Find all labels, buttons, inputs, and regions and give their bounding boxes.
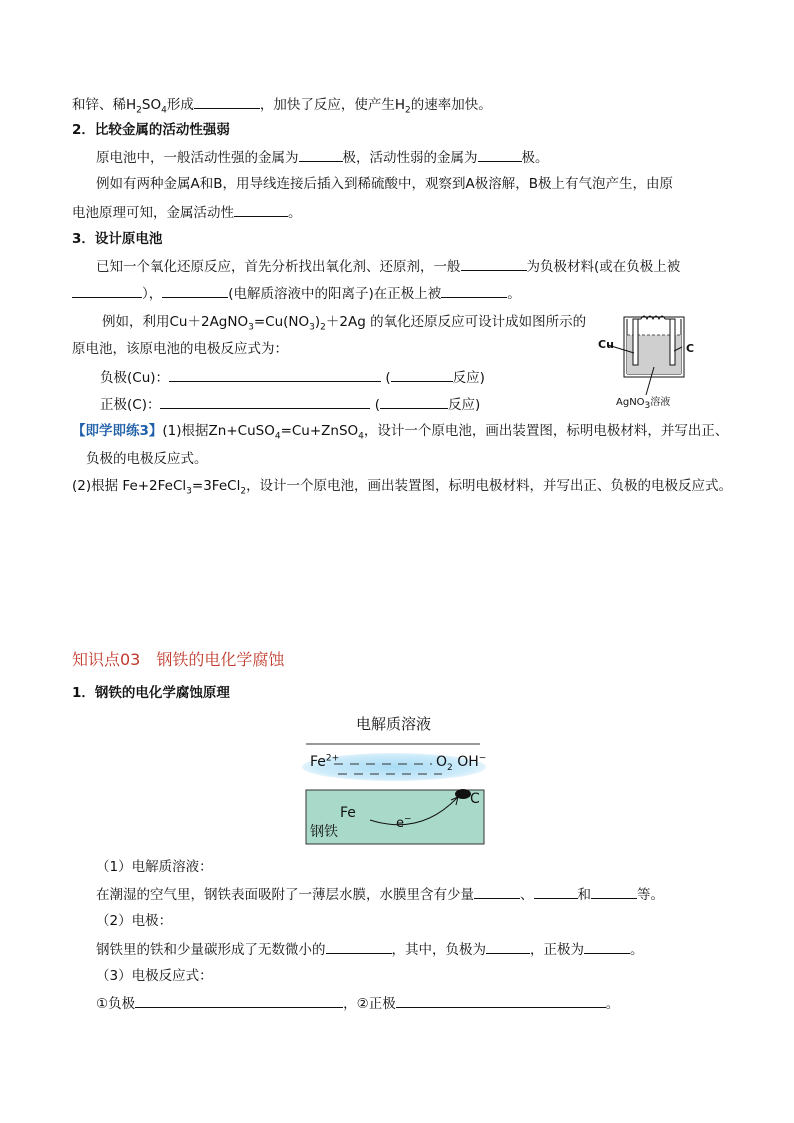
s2-line-1 — [96, 148, 549, 167]
text: 的速率加快。 — [410, 97, 492, 113]
text: AgNO — [616, 397, 645, 408]
text: ，正极为 — [530, 942, 584, 958]
q2-heading: （2）电极： — [96, 913, 173, 929]
text: SO — [141, 97, 162, 113]
s2-line-3 — [72, 203, 302, 222]
practice-tag: 【即学即练3】 — [72, 423, 163, 439]
text: ＋2Ag 的氧化还原反应可设计成如图所示的 — [325, 314, 587, 330]
electron-label — [396, 815, 412, 833]
answer-blank[interactable] — [169, 368, 381, 382]
text: 形成 — [166, 97, 194, 113]
subscript: 2 — [447, 762, 453, 773]
steel-label: 钢铁 — [310, 824, 338, 840]
text: 已知一个氧化还原反应，首先分析找出氧化剂、还原剂，一般 — [96, 259, 461, 275]
section-title-k03: 知识点03 钢铁的电化学腐蚀 — [72, 650, 285, 669]
fe-label: Fe — [340, 805, 356, 821]
negative-electrode-line — [100, 368, 485, 387]
subscript: 2 — [320, 322, 326, 333]
subscript: 4 — [274, 431, 281, 442]
superscript: − — [478, 753, 487, 764]
answer-blank[interactable] — [584, 940, 630, 954]
text: ①负极 — [96, 996, 136, 1012]
positive-electrode-line — [100, 395, 480, 414]
answer-blank[interactable] — [534, 885, 578, 899]
answer-blank[interactable] — [396, 994, 606, 1008]
text: 极。 — [521, 150, 549, 166]
text: (电解质溶液中的阳离子)在正极上被 — [228, 286, 442, 302]
text: 、 — [520, 887, 534, 903]
beaker-figure — [596, 305, 706, 413]
text: e — [396, 816, 404, 831]
text: 负极(Cu)： — [100, 370, 170, 386]
text: 反应) — [448, 397, 481, 413]
answer-blank[interactable] — [326, 940, 392, 954]
q3-line — [96, 994, 619, 1013]
solution-label — [616, 394, 670, 412]
answer-blank[interactable] — [441, 284, 507, 298]
answer-blank[interactable] — [194, 95, 260, 109]
text: 等。 — [637, 887, 664, 903]
s3-line-1 — [96, 257, 680, 276]
subscript: 2 — [136, 105, 142, 116]
answer-blank[interactable] — [478, 148, 522, 162]
intro-line — [72, 95, 492, 114]
fe2-label — [310, 753, 339, 771]
answer-blank[interactable] — [162, 284, 228, 298]
answer-blank[interactable] — [299, 148, 343, 162]
answer-blank[interactable] — [474, 885, 520, 899]
text: =3FeCl — [191, 478, 241, 494]
superscript: 2+ — [325, 753, 340, 764]
c-label: C — [470, 791, 480, 807]
text: 。 — [507, 286, 521, 302]
practice-line-1 — [72, 422, 728, 440]
text: =Cu(NO — [253, 314, 310, 330]
answer-blank[interactable] — [160, 395, 370, 409]
text: ( — [385, 370, 391, 386]
text: ，②正极 — [343, 996, 396, 1012]
practice-line-3 — [72, 477, 732, 495]
subscript: 3 — [309, 322, 315, 333]
answer-blank[interactable] — [486, 940, 530, 954]
s3-line-3 — [102, 313, 586, 331]
text: =Cu+ZnSO — [280, 423, 359, 439]
answer-blank[interactable] — [380, 395, 448, 409]
text: 和锌、稀H — [72, 97, 137, 113]
answer-blank[interactable] — [591, 885, 637, 899]
text: ，加快了反应，使产生H — [259, 97, 405, 113]
q3-heading: （3）电极反应式： — [96, 968, 213, 984]
text: OH — [457, 754, 479, 770]
text: ，设计一个原电池，画出装置图，标明电极材料，并写出正、负极的电极反应式。 — [246, 478, 733, 494]
corrosion-figure — [300, 712, 490, 848]
text: 。 — [288, 205, 302, 221]
subscript: 2 — [240, 486, 247, 497]
text: 为负极材料(或在负极上被 — [526, 259, 681, 275]
o2-oh-label — [436, 753, 486, 771]
cu-electrode — [633, 319, 638, 365]
text: 正极(C)： — [100, 397, 161, 413]
text: O — [436, 754, 448, 770]
answer-blank[interactable] — [461, 257, 527, 271]
text: ( — [374, 397, 381, 413]
text: (2)根据 Fe+2FeCl — [72, 478, 187, 494]
subscript: 4 — [161, 105, 167, 116]
text: ，其中，负极为 — [391, 942, 486, 958]
k03-subtitle: 1．钢铁的电化学腐蚀原理 — [72, 685, 230, 701]
text: 钢铁里的铁和少量碳形成了无数微小的 — [96, 942, 326, 958]
c-electrode — [670, 319, 675, 365]
text: ，设计一个原电池，画出装置图，标明电极材料，并写出正、 — [363, 423, 729, 439]
text: (1)根据Zn+CuSO — [162, 423, 275, 439]
answer-blank[interactable] — [72, 284, 142, 298]
subscript: 4 — [358, 431, 364, 442]
text: 。 — [605, 996, 620, 1012]
section-2-title: 2．比较金属的活动性强弱 — [72, 122, 230, 138]
text: 在潮湿的空气里，钢铁表面吸附了一薄层水膜，水膜里含有少量 — [96, 887, 474, 903]
subscript: 2 — [404, 105, 411, 116]
subscript: 3 — [644, 401, 651, 411]
text: 和 — [577, 887, 591, 903]
text: 原电池中，一般活动性强的金属为 — [96, 150, 299, 166]
text: Fe — [310, 754, 326, 770]
text: 电池原理可知，金属活动性 — [72, 205, 234, 221]
q1-heading: （1）电解质溶液： — [96, 859, 213, 875]
text: ) — [314, 314, 321, 330]
answer-blank[interactable] — [135, 994, 343, 1008]
answer-blank[interactable] — [234, 203, 288, 217]
text: ）， — [142, 286, 163, 302]
section-3-title: 3．设计原电池 — [72, 231, 163, 247]
subscript: 3 — [186, 486, 192, 497]
s3-line-2 — [72, 284, 521, 303]
electrolyte-label: 电解质溶液 — [356, 715, 432, 733]
q2-line — [96, 940, 644, 959]
practice-line-2: 负极的电极反应式。 — [86, 451, 208, 467]
subscript: 3 — [248, 322, 254, 333]
text: 例如，利用Cu＋2AgNO — [102, 314, 249, 330]
cu-label: Cu — [598, 338, 614, 351]
answer-blank[interactable] — [391, 368, 453, 382]
superscript: − — [404, 814, 412, 825]
s2-line-2: 例如有两种金属A和B，用导线连接后插入到稀硫酸中，观察到A极溶解，B极上有气泡产生，由原 — [96, 176, 673, 192]
c-label: C — [686, 342, 695, 355]
text: 溶液 — [650, 397, 671, 408]
text: 极，活动性弱的金属为 — [342, 150, 478, 166]
s3-line-4: 原电池，该原电池的电极反应式为： — [72, 341, 288, 357]
q1-line — [96, 885, 664, 904]
text: 。 — [630, 942, 644, 958]
text: 反应) — [452, 370, 485, 386]
